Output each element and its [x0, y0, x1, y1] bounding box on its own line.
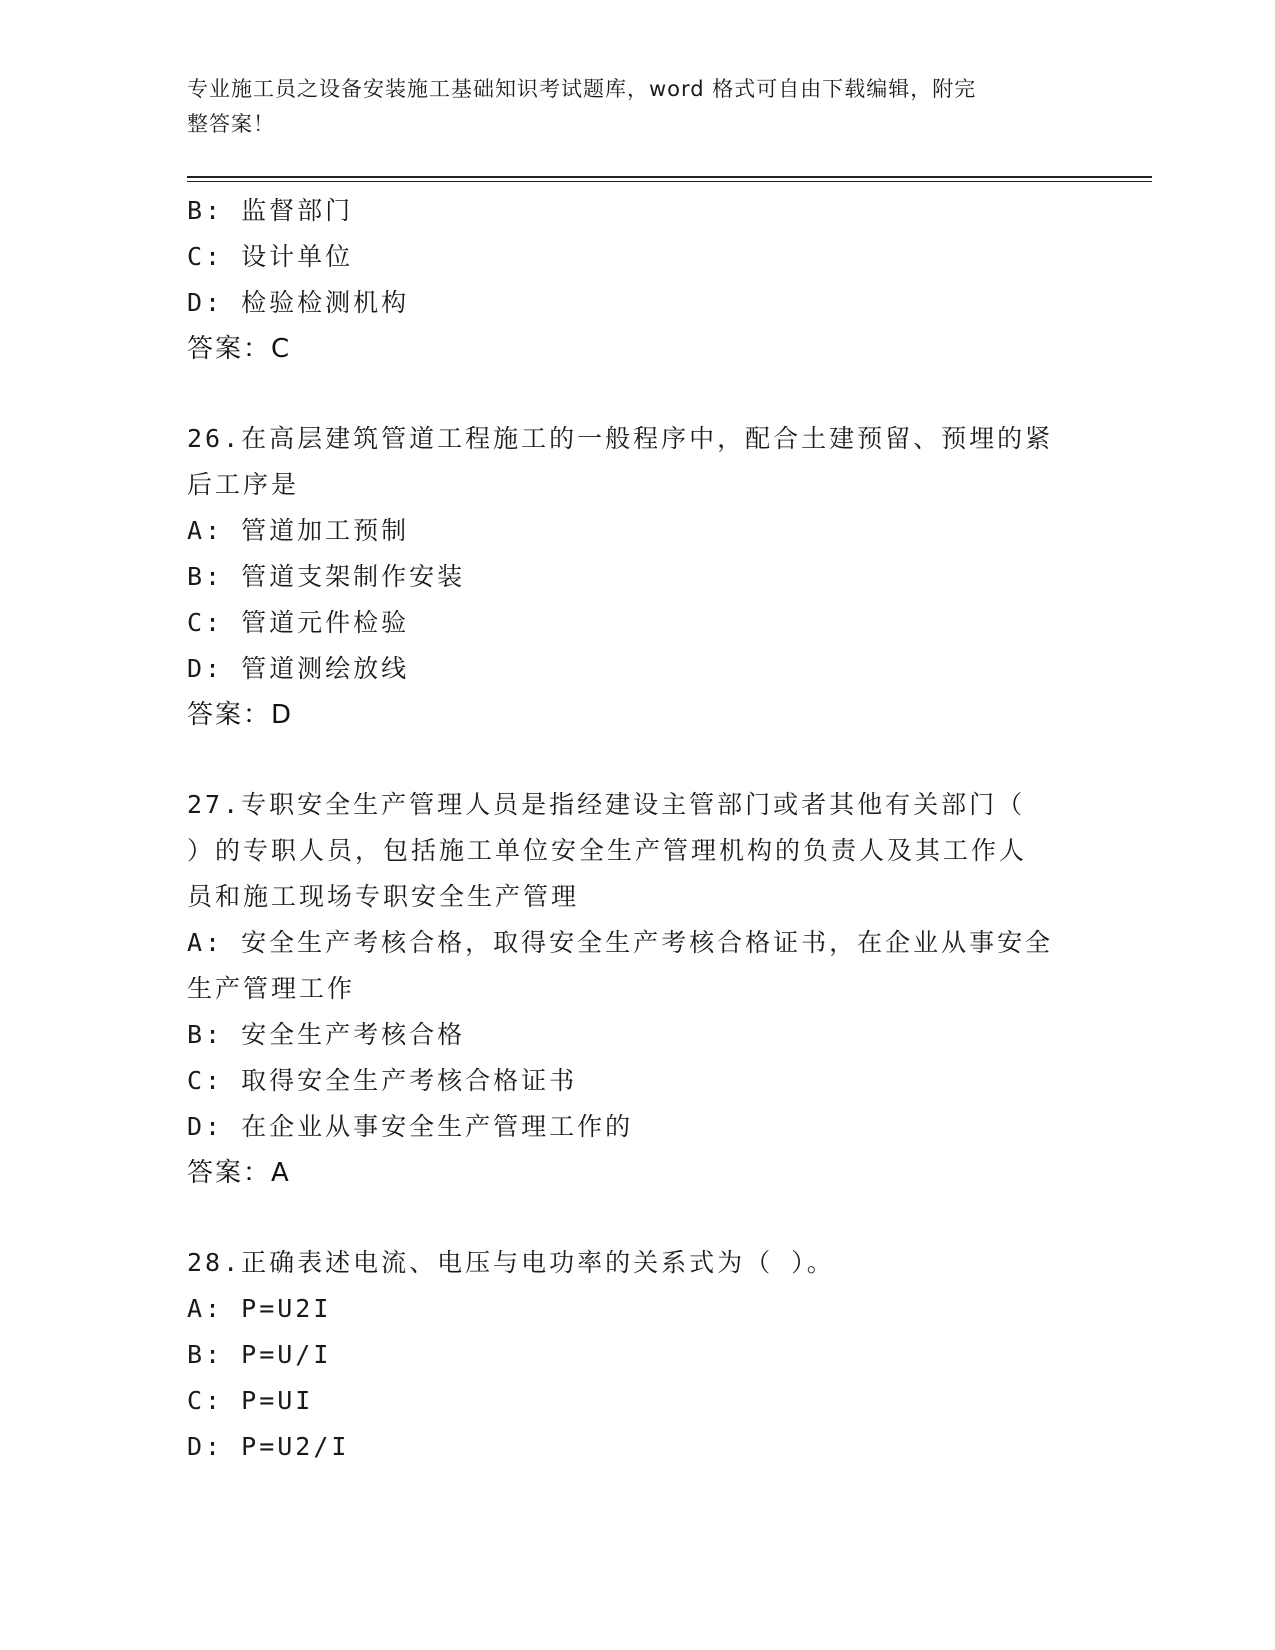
answer: 答案：C: [187, 334, 292, 364]
header-line-2: 整答案！: [187, 112, 275, 136]
option-a: A: 安全生产考核合格，取得安全生产考核合格证书，在企业从事安全: [187, 928, 1054, 957]
option-d: D: 在企业从事安全生产管理工作的: [187, 1112, 634, 1141]
option-d: D: 检验检测机构: [187, 288, 410, 317]
option-b: B: 监督部门: [187, 196, 354, 225]
option-b: B: P=U/I: [187, 1340, 332, 1369]
question-25: [187, 188, 1087, 372]
option-c: C: 设计单位: [187, 242, 354, 271]
option-b: B: 安全生产考核合格: [187, 1020, 466, 1049]
option-c: C: P=UI: [187, 1386, 314, 1415]
document-header: [187, 72, 1087, 142]
option-b: B: 管道支架制作安装: [187, 562, 466, 591]
question-stem-line: 27.专职安全生产管理人员是指经建设主管部门或者其他有关部门（: [187, 790, 1026, 819]
answer: 答案：D: [187, 700, 294, 730]
question-27: [187, 782, 1087, 1196]
question-28: [187, 1240, 1087, 1470]
spacer: [187, 1196, 1087, 1240]
option-c: C: 取得安全生产考核合格证书: [187, 1066, 578, 1095]
question-stem-line: 26.在高层建筑管道工程施工的一般程序中，配合土建预留、预埋的紧: [187, 424, 1054, 453]
spacer: [187, 372, 1087, 416]
question-stem-line: 后工序是: [187, 470, 300, 499]
question-list: [187, 188, 1087, 1470]
header-divider-thick: [187, 176, 1152, 178]
option-d: D: P=U2/I: [187, 1432, 350, 1461]
question-stem-line: 28.正确表述电流、电压与电功率的关系式为（ ）。: [187, 1248, 835, 1277]
option-a: A: 管道加工预制: [187, 516, 410, 545]
option-a-continued: 生产管理工作: [187, 974, 356, 1003]
question-stem-line: 员和施工现场专职安全生产管理: [187, 882, 580, 911]
answer: 答案：A: [187, 1158, 291, 1188]
option-a: A: P=U2I: [187, 1294, 332, 1323]
spacer: [187, 738, 1087, 782]
option-c: C: 管道元件检验: [187, 608, 410, 637]
question-26: [187, 416, 1087, 738]
option-d: D: 管道测绘放线: [187, 654, 410, 683]
header-divider-thin: [187, 181, 1152, 182]
header-line-1: 专业施工员之设备安装施工基础知识考试题库，word 格式可自由下载编辑，附完: [187, 77, 977, 101]
question-stem-line: ）的专职人员，包括施工单位安全生产管理机构的负责人及其工作人: [187, 836, 1028, 865]
